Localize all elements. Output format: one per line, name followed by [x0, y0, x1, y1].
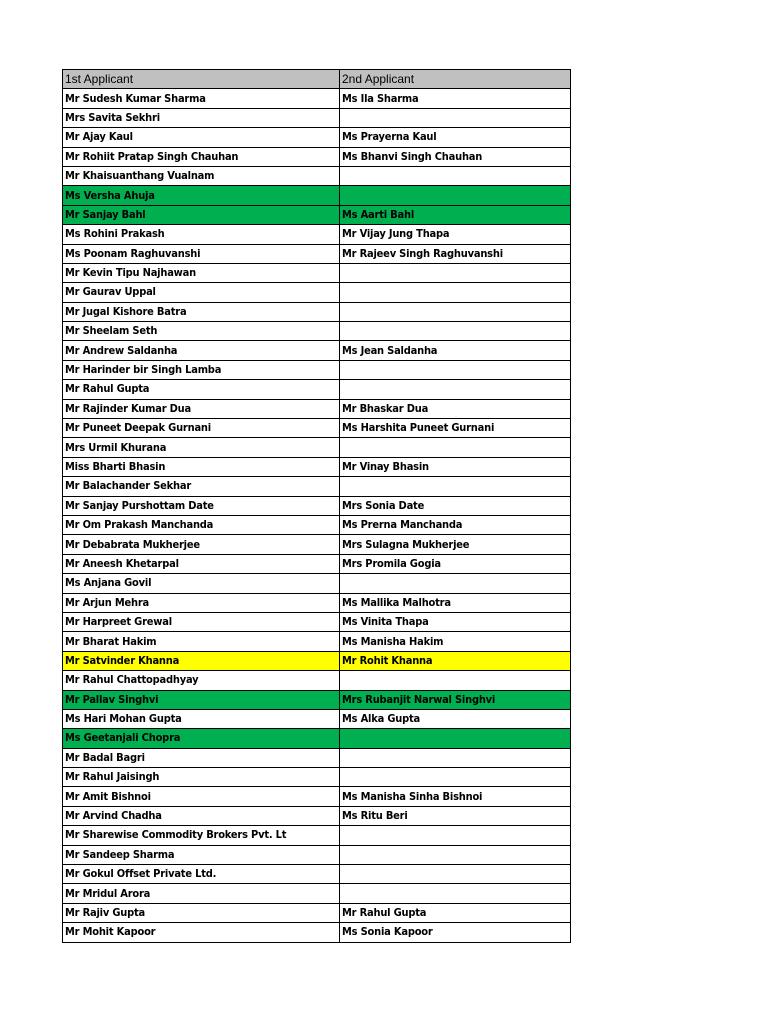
- cell-2nd-applicant[interactable]: [340, 380, 571, 399]
- table-row: [63, 380, 571, 399]
- cell-2nd-applicant[interactable]: [340, 263, 571, 282]
- applicants-table: [62, 69, 571, 943]
- cell-2nd-applicant[interactable]: [340, 884, 571, 903]
- table-row: [63, 283, 571, 302]
- cell-1st-applicant[interactable]: Mr Jugal Kishore Batra: [63, 302, 340, 321]
- table-row: [63, 923, 571, 942]
- table-row: [63, 496, 571, 515]
- cell-1st-applicant[interactable]: Mr Sudesh Kumar Sharma: [63, 89, 340, 108]
- cell-2nd-applicant[interactable]: Ms Jean Saldanha: [340, 341, 571, 360]
- cell-1st-applicant[interactable]: Mr Andrew Saldanha: [63, 341, 340, 360]
- table-row: [63, 89, 571, 108]
- cell-2nd-applicant[interactable]: [340, 574, 571, 593]
- table-row: [63, 186, 571, 205]
- cell-1st-applicant[interactable]: Mr Om Prakash Manchanda: [63, 515, 340, 534]
- cell-1st-applicant[interactable]: Mr Debabrata Mukherjee: [63, 535, 340, 554]
- cell-1st-applicant[interactable]: Mr Sanjay Purshottam Date: [63, 496, 340, 515]
- cell-1st-applicant[interactable]: Mr Khaisuanthang Vualnam: [63, 166, 340, 185]
- table-row: [63, 205, 571, 224]
- cell-1st-applicant[interactable]: Mr Arjun Mehra: [63, 593, 340, 612]
- table-row: [63, 709, 571, 728]
- cell-1st-applicant[interactable]: Mr Badal Bagri: [63, 748, 340, 767]
- table-row: [63, 244, 571, 263]
- cell-1st-applicant[interactable]: Mr Puneet Deepak Gurnani: [63, 419, 340, 438]
- table-body: [63, 89, 571, 942]
- cell-1st-applicant[interactable]: Mr Rajiv Gupta: [63, 903, 340, 922]
- cell-2nd-applicant[interactable]: [340, 671, 571, 690]
- cell-2nd-applicant[interactable]: [340, 360, 571, 379]
- table-row: [63, 438, 571, 457]
- cell-2nd-applicant[interactable]: [340, 108, 571, 127]
- cell-2nd-applicant[interactable]: Ms Ritu Beri: [340, 806, 571, 825]
- table-row: [63, 845, 571, 864]
- cell-2nd-applicant[interactable]: Ms Ila Sharma: [340, 89, 571, 108]
- cell-2nd-applicant[interactable]: [340, 166, 571, 185]
- cell-2nd-applicant[interactable]: [340, 865, 571, 884]
- cell-1st-applicant[interactable]: Mr Harinder bir Singh Lamba: [63, 360, 340, 379]
- cell-2nd-applicant[interactable]: Mrs Rubanjit Narwal Singhvi: [340, 690, 571, 709]
- cell-2nd-applicant[interactable]: [340, 477, 571, 496]
- table-row: [63, 632, 571, 651]
- table-row: [63, 128, 571, 147]
- table-row: [63, 806, 571, 825]
- cell-2nd-applicant[interactable]: [340, 826, 571, 845]
- table-row: [63, 748, 571, 767]
- cell-1st-applicant[interactable]: Mr Gaurav Uppal: [63, 283, 340, 302]
- cell-1st-applicant[interactable]: Mr Pallav Singhvi: [63, 690, 340, 709]
- table-row: [63, 554, 571, 573]
- cell-1st-applicant[interactable]: Mr Balachander Sekhar: [63, 477, 340, 496]
- cell-2nd-applicant[interactable]: [340, 302, 571, 321]
- table-row: [63, 302, 571, 321]
- cell-1st-applicant[interactable]: Mr Sheelam Seth: [63, 322, 340, 341]
- cell-2nd-applicant[interactable]: Ms Prayerna Kaul: [340, 128, 571, 147]
- cell-1st-applicant[interactable]: Ms Poonam Raghuvanshi: [63, 244, 340, 263]
- cell-2nd-applicant[interactable]: [340, 186, 571, 205]
- table-row: [63, 108, 571, 127]
- table-row: [63, 515, 571, 534]
- cell-1st-applicant[interactable]: Mr Kevin Tipu Najhawan: [63, 263, 340, 282]
- cell-1st-applicant[interactable]: Mr Sanjay Bahl: [63, 205, 340, 224]
- table-row: [63, 768, 571, 787]
- table-row: [63, 166, 571, 185]
- table-row: [63, 865, 571, 884]
- cell-1st-applicant[interactable]: Mr Rahul Chattopadhyay: [63, 671, 340, 690]
- cell-1st-applicant[interactable]: Mr Mridul Arora: [63, 884, 340, 903]
- cell-1st-applicant[interactable]: Mr Rajinder Kumar Dua: [63, 399, 340, 418]
- table-row: [63, 535, 571, 554]
- cell-1st-applicant[interactable]: Ms Rohini Prakash: [63, 225, 340, 244]
- cell-2nd-applicant[interactable]: Ms Harshita Puneet Gurnani: [340, 419, 571, 438]
- table-row: [63, 651, 571, 670]
- table-row: [63, 593, 571, 612]
- cell-1st-applicant[interactable]: Mr Gokul Offset Private Ltd.: [63, 865, 340, 884]
- cell-2nd-applicant[interactable]: [340, 845, 571, 864]
- cell-1st-applicant[interactable]: Ms Geetanjali Chopra: [63, 729, 340, 748]
- cell-1st-applicant[interactable]: Mr Rohiit Pratap Singh Chauhan: [63, 147, 340, 166]
- table-row: [63, 884, 571, 903]
- cell-2nd-applicant[interactable]: Ms Sonia Kapoor: [340, 923, 571, 942]
- cell-2nd-applicant[interactable]: [340, 729, 571, 748]
- cell-2nd-applicant[interactable]: Ms Mallika Malhotra: [340, 593, 571, 612]
- header-cell-1st-applicant[interactable]: 1st Applicant: [63, 70, 340, 89]
- cell-2nd-applicant[interactable]: Mr Rohit Khanna: [340, 651, 571, 670]
- cell-1st-applicant[interactable]: Mr Satvinder Khanna: [63, 651, 340, 670]
- table-row: [63, 341, 571, 360]
- table-row: [63, 322, 571, 341]
- table-row: [63, 457, 571, 476]
- cell-1st-applicant[interactable]: Mr Rahul Gupta: [63, 380, 340, 399]
- cell-1st-applicant[interactable]: Mr Bharat Hakim: [63, 632, 340, 651]
- cell-2nd-applicant[interactable]: Ms Aarti Bahl: [340, 205, 571, 224]
- cell-1st-applicant[interactable]: Mr Harpreet Grewal: [63, 612, 340, 631]
- cell-2nd-applicant[interactable]: Mr Bhaskar Dua: [340, 399, 571, 418]
- cell-1st-applicant[interactable]: Mr Mohit Kapoor: [63, 923, 340, 942]
- cell-1st-applicant[interactable]: Miss Bharti Bhasin: [63, 457, 340, 476]
- cell-1st-applicant[interactable]: Mrs Savita Sekhri: [63, 108, 340, 127]
- cell-2nd-applicant[interactable]: [340, 322, 571, 341]
- table-row: [63, 263, 571, 282]
- table-row: [63, 729, 571, 748]
- cell-2nd-applicant[interactable]: [340, 748, 571, 767]
- table-row: [63, 612, 571, 631]
- table-row: [63, 147, 571, 166]
- table-row: [63, 574, 571, 593]
- cell-2nd-applicant[interactable]: Mr Vinay Bhasin: [340, 457, 571, 476]
- cell-2nd-applicant[interactable]: Ms Bhanvi Singh Chauhan: [340, 147, 571, 166]
- cell-2nd-applicant[interactable]: Mr Vijay Jung Thapa: [340, 225, 571, 244]
- table-row: [63, 671, 571, 690]
- cell-1st-applicant[interactable]: Mr Rahul Jaisingh: [63, 768, 340, 787]
- cell-2nd-applicant[interactable]: Mrs Sulagna Mukherjee: [340, 535, 571, 554]
- cell-1st-applicant[interactable]: Mr Amit Bishnoi: [63, 787, 340, 806]
- cell-2nd-applicant[interactable]: Mrs Sonia Date: [340, 496, 571, 515]
- cell-1st-applicant[interactable]: Mr Ajay Kaul: [63, 128, 340, 147]
- header-row: [63, 70, 571, 89]
- cell-1st-applicant[interactable]: Mr Sandeep Sharma: [63, 845, 340, 864]
- cell-2nd-applicant[interactable]: Ms Vinita Thapa: [340, 612, 571, 631]
- table-row: [63, 477, 571, 496]
- cell-2nd-applicant[interactable]: [340, 283, 571, 302]
- table-row: [63, 225, 571, 244]
- table-row: [63, 690, 571, 709]
- cell-1st-applicant[interactable]: Mrs Urmil Khurana: [63, 438, 340, 457]
- table-row: [63, 826, 571, 845]
- cell-2nd-applicant[interactable]: Ms Manisha Hakim: [340, 632, 571, 651]
- cell-2nd-applicant[interactable]: [340, 768, 571, 787]
- table-row: [63, 787, 571, 806]
- cell-1st-applicant[interactable]: Ms Hari Mohan Gupta: [63, 709, 340, 728]
- cell-1st-applicant[interactable]: Mr Arvind Chadha: [63, 806, 340, 825]
- header-cell-2nd-applicant[interactable]: 2nd Applicant: [340, 70, 571, 89]
- cell-1st-applicant[interactable]: Ms Versha Ahuja: [63, 186, 340, 205]
- table-row: [63, 360, 571, 379]
- cell-2nd-applicant[interactable]: Mr Rahul Gupta: [340, 903, 571, 922]
- cell-1st-applicant[interactable]: Mr Sharewise Commodity Brokers Pvt. Lt: [63, 826, 340, 845]
- table-row: [63, 419, 571, 438]
- cell-1st-applicant[interactable]: Ms Anjana Govil: [63, 574, 340, 593]
- cell-2nd-applicant[interactable]: Mrs Promila Gogia: [340, 554, 571, 573]
- cell-2nd-applicant[interactable]: Mr Rajeev Singh Raghuvanshi: [340, 244, 571, 263]
- table-row: [63, 903, 571, 922]
- cell-2nd-applicant[interactable]: Ms Alka Gupta: [340, 709, 571, 728]
- cell-2nd-applicant[interactable]: Ms Manisha Sinha Bishnoi: [340, 787, 571, 806]
- table-row: [63, 399, 571, 418]
- cell-1st-applicant[interactable]: Mr Aneesh Khetarpal: [63, 554, 340, 573]
- cell-2nd-applicant[interactable]: Ms Prerna Manchanda: [340, 515, 571, 534]
- cell-2nd-applicant[interactable]: [340, 438, 571, 457]
